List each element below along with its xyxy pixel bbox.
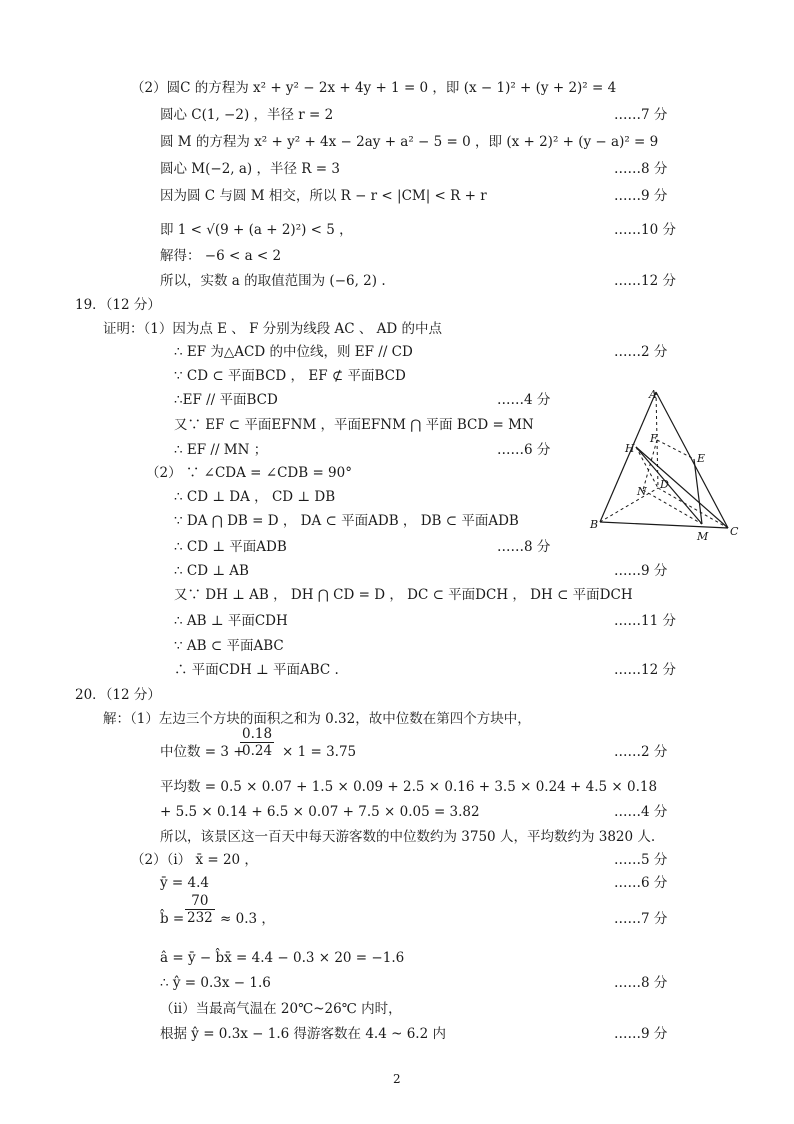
median-denominator: 0.24	[242, 743, 273, 759]
edge-ac	[656, 392, 728, 528]
score-6c: ……6 分	[614, 875, 668, 891]
q20-line1: 解：（1）左边三个方块的面积之和为 0.32，故中位数在第四个方块中，	[103, 711, 531, 727]
q20-conclusion: 所以，该景区这一百天中每天游客数的中位数约为 3750 人，平均数约为 3820 人.	[160, 829, 656, 845]
q18-line1: （2）圆C 的方程为 x² + y² − 2x + 4y + 1 = 0 ，即 (x − 1)² + (y + 2)² = 4	[131, 80, 617, 96]
q19-line12: 又∵ DH ⊥ AB ， DH ⋂ CD = D ， DC ⊂ 平面DCH ， DH ⊂ 平面DCH	[174, 587, 633, 603]
score-12: ……12 分	[614, 273, 676, 289]
q18-line3: 圆 M 的方程为 x² + y² + 4x − 2ay + a² − 5 = 0 ，即 (x + 2)² + (y − a)² = 9	[160, 134, 659, 150]
mean-line2: + 5.5 × 0.14 + 6.5 × 0.07 + 7.5 × 0.05 = 3.82	[160, 804, 480, 820]
median-suffix: × 1 = 3.75	[282, 744, 357, 760]
score-5: ……5 分	[614, 852, 668, 868]
score-8b: ……8 分	[497, 539, 551, 555]
q19-line10: ∴ CD ⊥ 平面ADB	[174, 539, 287, 555]
q19-line11: ∴ CD ⊥ AB	[174, 563, 249, 579]
q18-line5: 因为圆 C 与圆 M 相交，所以 R − r < |CM| < R + r	[160, 188, 487, 204]
q18-line4: 圆心 M(−2, a) ，半径 R = 3	[160, 161, 340, 177]
score-8c: ……8 分	[614, 975, 668, 991]
label-n: N	[637, 485, 647, 498]
label-m: M	[697, 530, 709, 543]
q19-line6: ∴ EF // MN ；	[174, 442, 268, 458]
q19-line1: 证明：（1）因为点 E 、 F 分别为线段 AC 、 AD 的中点	[103, 321, 443, 337]
label-c: C	[730, 525, 739, 538]
label-a: A	[649, 388, 657, 401]
q19-line7: （2） ∵ ∠CDA = ∠CDB = 90°	[146, 465, 352, 481]
edge-em	[694, 459, 702, 524]
q20-heading: 20．（12 分）	[75, 687, 161, 703]
page-number: 2	[393, 1072, 401, 1086]
ii-line: （ii）当最高气温在 20℃~26℃ 内时，	[160, 1001, 402, 1017]
score-11: ……11 分	[614, 613, 676, 629]
y-hat-line: ∴ ŷ = 0.3x − 1.6	[160, 975, 271, 991]
mean-line1: 平均数 = 0.5 × 0.07 + 1.5 × 0.09 + 2.5 × 0.16 + 3.5 × 0.24 + 4.5 × 0.18	[160, 779, 658, 795]
y-bar-line: ȳ = 4.4	[160, 875, 209, 891]
q19-line13: ∴ AB ⊥ 平面CDH	[174, 613, 288, 629]
median-prefix: 中位数 = 3 +	[160, 744, 245, 760]
x-bar-line: （2）（i） x̄ = 20 ，	[131, 852, 258, 868]
b-hat-fraction	[185, 893, 215, 926]
score-9c: ……9 分	[614, 1026, 668, 1042]
b-hat-prefix: b̂ =	[160, 911, 185, 927]
label-e: E	[697, 452, 706, 465]
q18-line6: 即 1 < √(9 + (a + 2)²) < 5 ，	[160, 222, 353, 238]
score-4c: ……4 分	[614, 804, 668, 820]
q18-line8: 所以，实数 a 的取值范围为 (−6, 2) .	[160, 273, 386, 289]
score-9b: ……9 分	[614, 563, 668, 579]
q19-line8: ∴ CD ⊥ DA ， CD ⊥ DB	[174, 489, 336, 505]
score-2c: ……2 分	[614, 744, 668, 760]
edge-fe	[657, 440, 694, 459]
b-hat-suffix: ≈ 0.3 ，	[220, 911, 275, 927]
score-10: ……10 分	[614, 222, 676, 238]
edge-bc	[600, 522, 728, 528]
score-4: ……4 分	[497, 392, 551, 408]
label-h: H	[625, 442, 635, 455]
score-2: ……2 分	[614, 344, 668, 360]
q18-line7: 解得： −6 < a < 2	[160, 248, 282, 264]
edge-hc	[636, 447, 728, 528]
edge-hd	[636, 447, 658, 488]
q19-line2: ∴ EF 为△ACD 的中位线，则 EF // CD	[174, 344, 413, 360]
score-8: ……8 分	[614, 161, 668, 177]
label-f: F	[650, 432, 658, 445]
score-9: ……9 分	[614, 188, 668, 204]
a-hat-line: â = ȳ − b̂x̄ = 4.4 − 0.3 × 20 = −1.6	[160, 950, 405, 966]
q19-line15: ∴ 平面CDH ⊥ 平面ABC .	[174, 662, 339, 678]
score-7: ……7 分	[614, 107, 668, 123]
median-fraction	[240, 726, 274, 759]
label-b: B	[590, 518, 599, 531]
b-hat-denominator: 232	[187, 910, 213, 926]
q19-line4: ∴EF // 平面BCD	[174, 392, 278, 408]
score-12b: ……12 分	[614, 662, 676, 678]
q19-line5: 又∵ EF ⊂ 平面EFNM ，平面EFNM ⋂ 平面 BCD = MN	[174, 417, 534, 433]
q19-line3: ∵ CD ⊂ 平面BCD ， EF ⊄ 平面BCD	[174, 368, 406, 384]
b-hat-numerator: 70	[185, 893, 215, 910]
score-6: ……6 分	[497, 442, 551, 458]
q18-line2: 圆心 C(1, −2) ，半径 r = 2	[160, 107, 334, 123]
q19-heading: 19．（12 分）	[75, 297, 161, 313]
label-d: D	[660, 478, 669, 491]
ii-line2: 根据 ŷ = 0.3x − 1.6 得游客数在 4.4 ~ 6.2 内	[160, 1026, 446, 1042]
tetrahedron-figure	[586, 384, 746, 544]
median-numerator: 0.18	[242, 726, 273, 742]
q19-line14: ∵ AB ⊂ 平面ABC	[174, 638, 284, 654]
score-7c: ……7 分	[614, 911, 668, 927]
edge-nm	[643, 490, 702, 524]
q19-line9: ∵ DA ⋂ DB = D ， DA ⊂ 平面ADB ， DB ⊂ 平面ADB	[174, 513, 519, 529]
